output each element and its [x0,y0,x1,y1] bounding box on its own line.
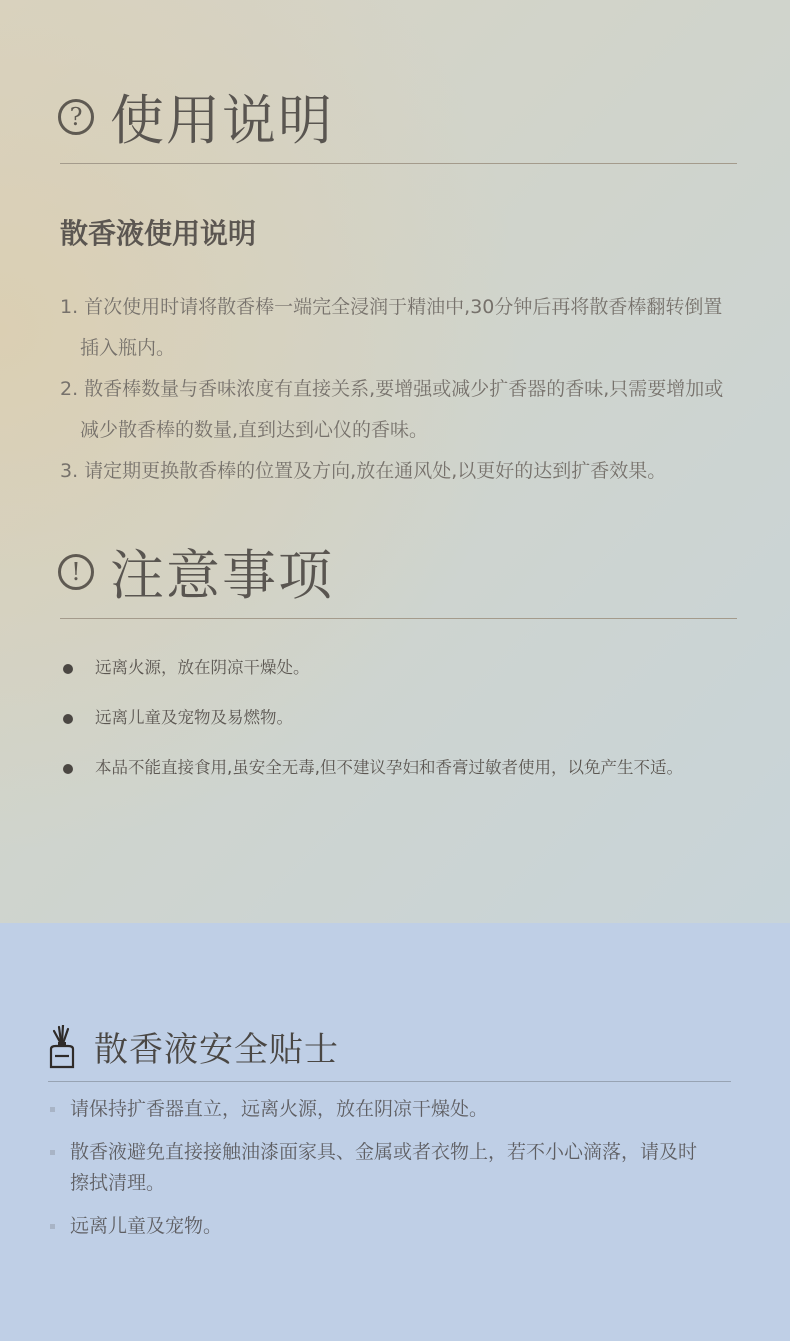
notice-item-text: 本品不能直接食用,虽安全无毒,但不建议孕妇和香膏过敏者使用，以免产生不适。 [95,758,683,777]
usage-divider [60,163,737,164]
tips-item-text: 请保持扩香器直立，远离火源，放在阴凉干燥处。 [70,1098,489,1120]
notice-item-text: 远离儿童及宠物及易燃物。 [95,708,293,727]
bullet-square [50,1150,55,1155]
notice-divider [60,618,737,619]
usage-step: 1. 首次使用时请将散香棒一端完全浸润于精油中,30分钟后再将散香棒翻转倒置插入瓶内。 [60,296,723,359]
diffuser-icon [48,1025,76,1069]
question-circle-icon: ? [58,99,94,135]
exclamation-circle-icon: ! [58,554,94,590]
notice-item [60,650,683,700]
notice-item-text: 远离火源，放在阴凉干燥处。 [95,658,310,677]
tips-divider [48,1081,731,1082]
tips-item [50,1137,710,1199]
notice-item [60,750,683,800]
bullet-dot [63,664,73,674]
tips-item [50,1094,710,1125]
tips-list [50,1094,710,1254]
bullet-dot [63,764,73,774]
bullet-square [50,1107,55,1112]
tips-item-text: 散香液避免直接接触油漆面家具、金属或者衣物上，若不小心滴落，请及时擦拭清理。 [70,1141,698,1194]
usage-subtitle: 散香液使用说明 [60,217,257,250]
tips-header [48,1022,339,1071]
bullet-square [50,1224,55,1229]
bullet-dot [63,714,73,724]
notice-item [60,700,683,750]
notice-list [60,650,683,800]
notice-title: 注意事项 [110,544,334,607]
usage-step: 2. 散香棒数量与香味浓度有直接关系,要增强或减少扩香器的香味,只需要增加或减少散香棒的数量,直到达到心仪的香味。 [60,378,724,441]
tips-title: 散香液安全贴士 [94,1030,339,1070]
usage-steps [60,287,740,492]
tips-item-text: 远离儿童及宠物。 [70,1215,223,1237]
usage-step: 3. 请定期更换散香棒的位置及方向,放在通风处,以更好的达到扩香效果。 [60,460,667,482]
usage-title: 使用说明 [110,89,334,152]
tips-item [50,1211,710,1242]
notice-header [58,533,334,610]
usage-header [58,78,334,155]
